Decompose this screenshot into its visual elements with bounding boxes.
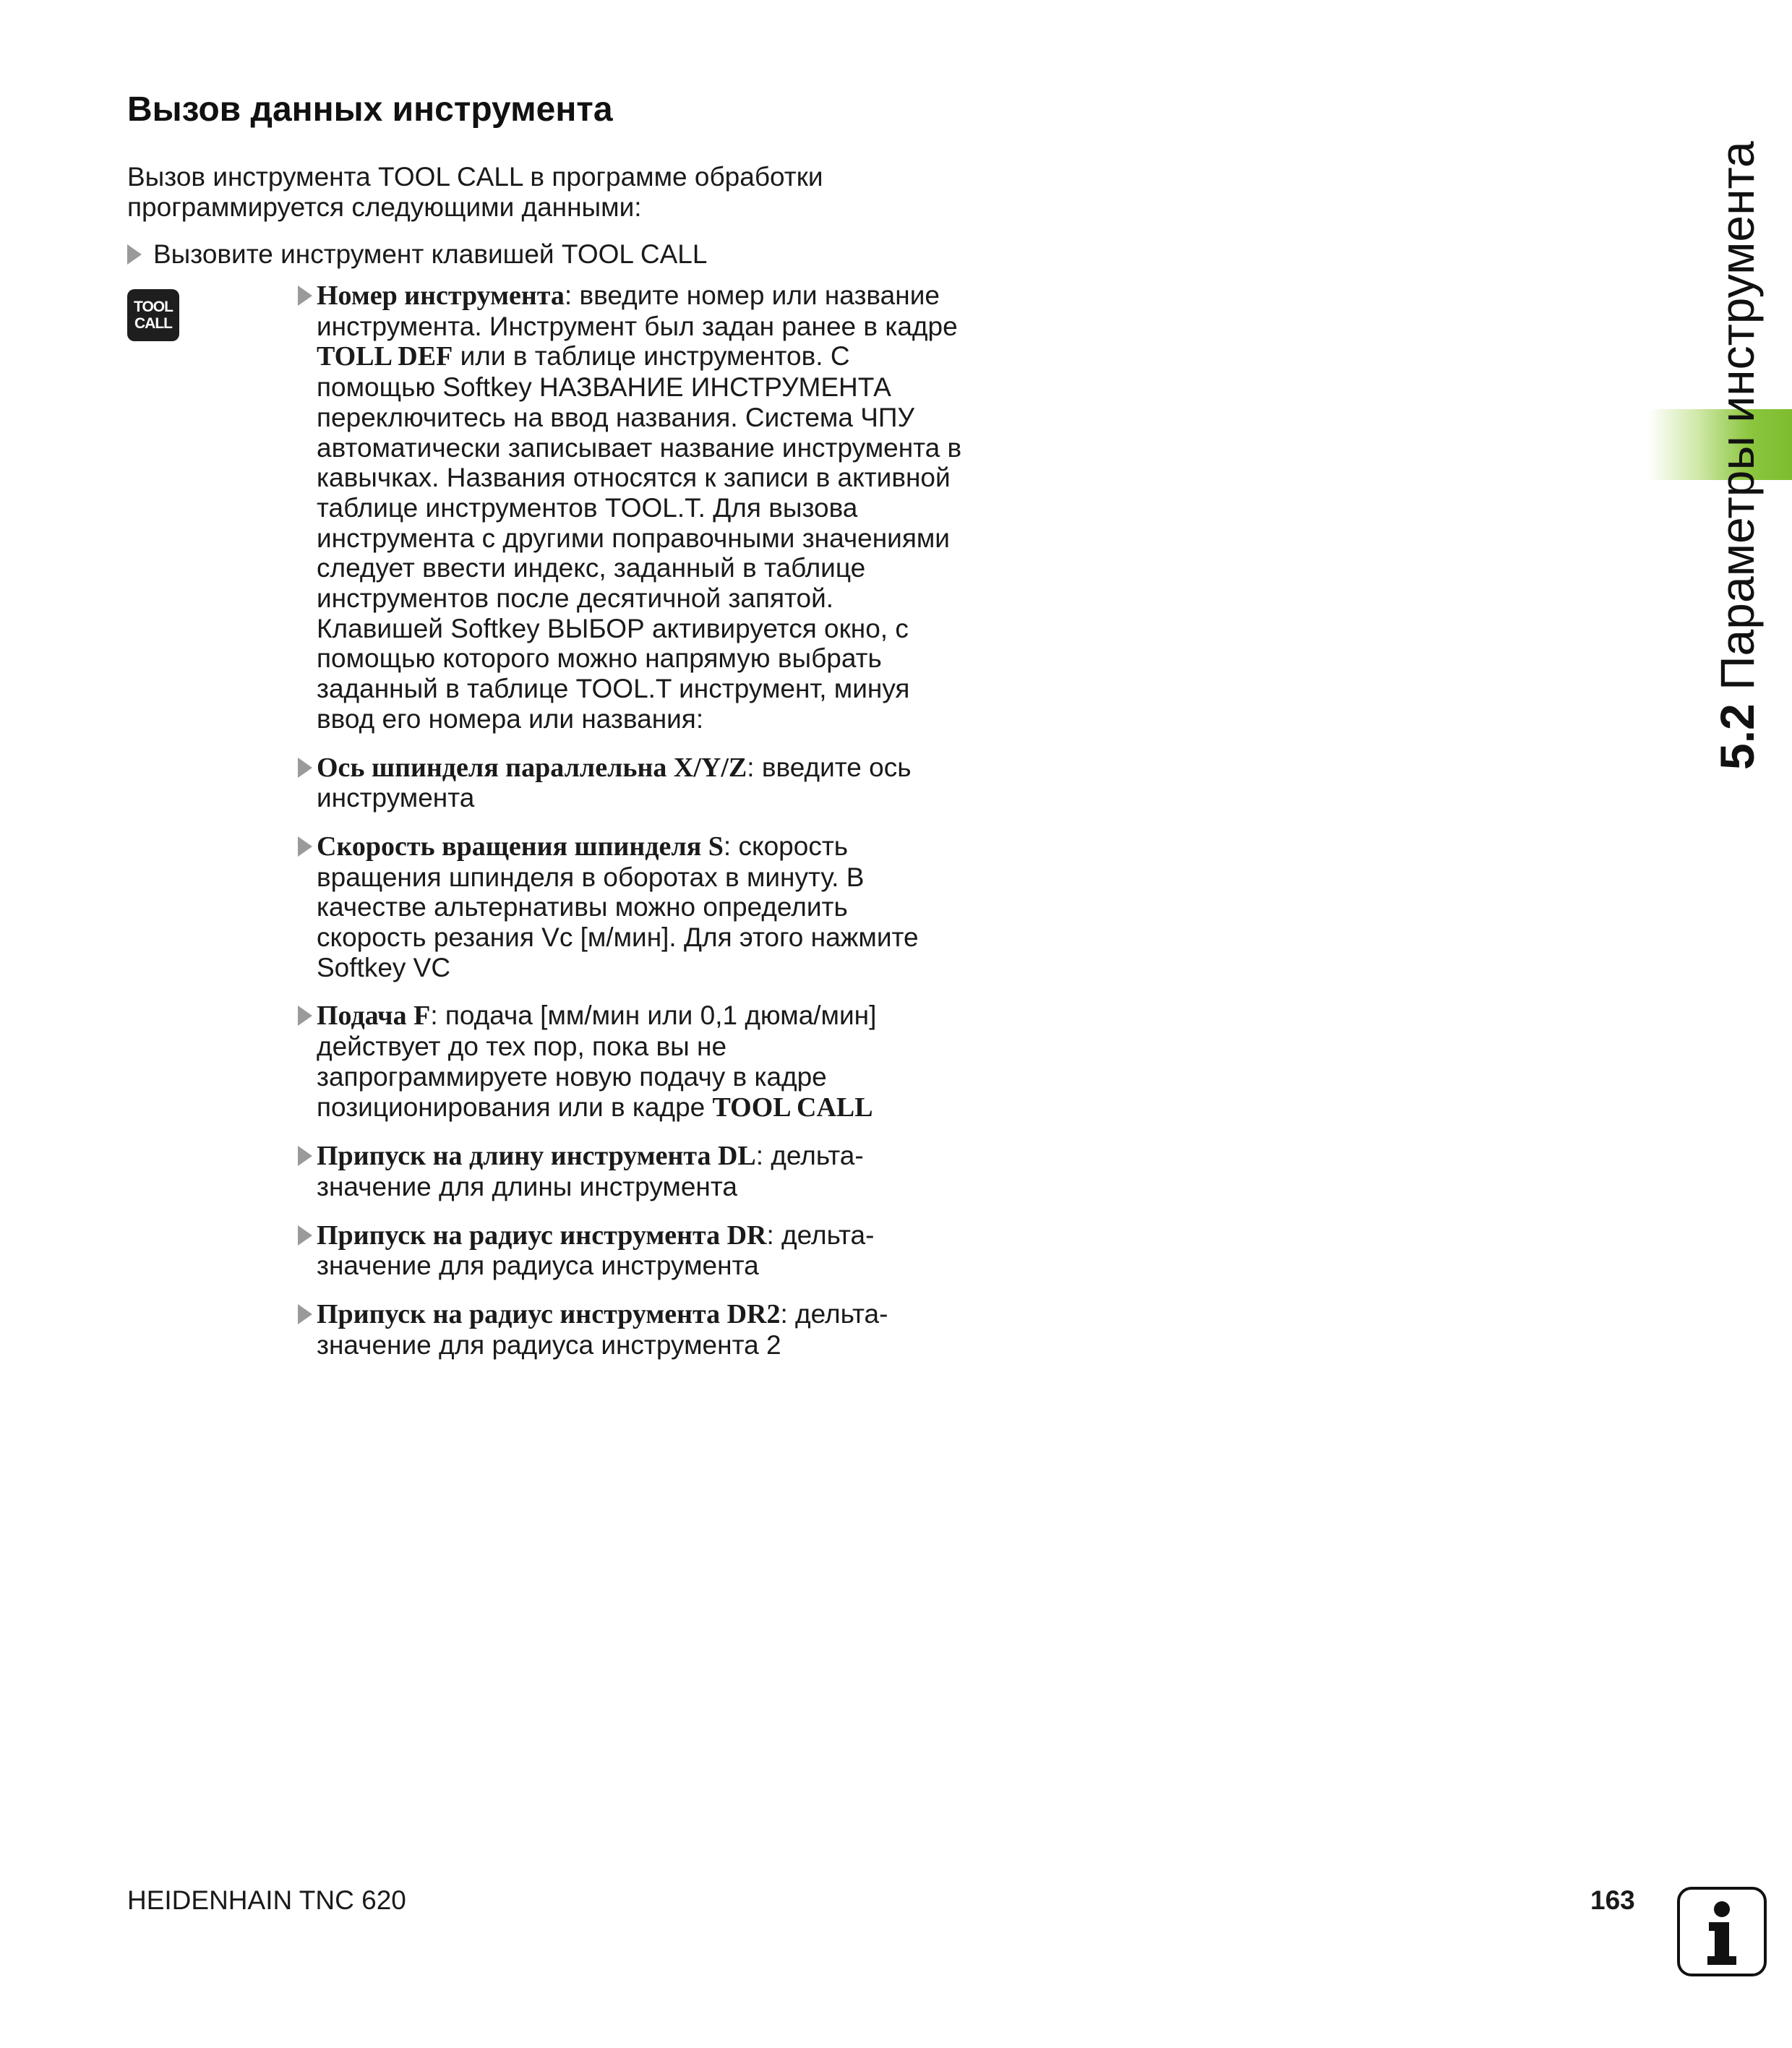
param-spindle-axis <box>298 753 963 813</box>
triangle-bullet-icon <box>298 836 312 857</box>
param-length-allowance <box>298 1141 963 1201</box>
param-text <box>317 1001 963 1123</box>
param-desc-cont: или в таблице инструментов. С помощью Softkey НАЗВАНИЕ ИНСТРУМЕНТА переключитесь на ввод названия. Система ЧПУ автоматически записывает название инструмента в кавычках. Названия относятся к записи в активной таблице инструментов TOOL.T. Для вызова инструмента с другими поправочными значениями следует ввести индекс, заданный в таблице инструментов после десятичной запятой. Клавишей Softkey ВЫБОР активируется окно, с помощью которого можно напрямую выбрать заданный в таблице TOOL.T инструмент, минуя ввод его номера или названия: <box>317 341 962 734</box>
param-desc: : введите номер или название инструмента. Инструмент был задан ранее в кадре <box>317 280 958 341</box>
param-radius2-allowance <box>298 1299 963 1360</box>
triangle-bullet-icon <box>298 1304 312 1324</box>
triangle-bullet-icon <box>298 758 312 778</box>
param-tool-number <box>298 280 963 734</box>
param-desc: : дельта-значение для длины инструмента <box>317 1141 864 1201</box>
param-text <box>317 280 963 734</box>
tool-call-key-icon <box>127 289 179 341</box>
info-icon <box>1677 1887 1767 1976</box>
parameter-list <box>298 280 963 1379</box>
param-name: Подача F <box>317 1001 431 1032</box>
param-text <box>317 1299 963 1360</box>
param-name: Припуск на длину инструмента DL <box>317 1141 756 1172</box>
param-desc: : введите ось инструмента <box>317 752 912 813</box>
param-desc: : дельта-значение для радиуса инструмента <box>317 1220 875 1281</box>
param-text <box>317 1141 963 1201</box>
param-desc: : дельта-значение для радиуса инструмента 2 <box>317 1299 888 1360</box>
section-side-heading <box>1710 141 1765 770</box>
param-text <box>317 1220 963 1281</box>
key-label-line1: TOOL <box>134 299 173 315</box>
step-text: Вызовите инструмент клавишей TOOL CALL <box>153 239 708 269</box>
param-name: Номер инструмента <box>317 280 565 311</box>
param-name: Ось шпинделя параллельна X/Y/Z <box>317 752 747 783</box>
param-desc: : подача [мм/мин или 0,1 дюма/мин] действует до тех пор, пока вы не запрограммируете новую подачу в кадре позиционирования или в кадре <box>317 1001 877 1122</box>
key-label-line2: CALL <box>134 315 172 332</box>
intro-paragraph: Вызов инструмента TOOL CALL в программе обработки программируется следующими данными: <box>127 162 823 222</box>
param-desc: : скорость вращения шпинделя в оборотах в минуту. В качестве альтернативы можно определить скорость резания Vc [м/мин]. Для этого нажмите Softkey VC <box>317 831 919 982</box>
triangle-bullet-icon <box>298 1225 312 1246</box>
param-keyword: TOOL CALL <box>712 1092 873 1123</box>
triangle-bullet-icon <box>298 286 312 306</box>
param-keyword: TOLL DEF <box>317 341 453 372</box>
info-glyph <box>1680 1890 1764 1974</box>
triangle-bullet-icon <box>127 244 142 265</box>
page-title: Вызов данных инструмента <box>127 90 613 129</box>
param-name: Припуск на радиус инструмента DR2 <box>317 1299 781 1330</box>
param-name: Скорость вращения шпинделя S <box>317 831 724 862</box>
footer-manual-name: HEIDENHAIN TNC 620 <box>127 1885 406 1915</box>
param-name: Припуск на радиус инструмента DR <box>317 1220 767 1251</box>
param-text <box>317 831 963 983</box>
section-number: 5.2 <box>1710 703 1764 770</box>
triangle-bullet-icon <box>298 1006 312 1026</box>
section-title: Параметры инструмента <box>1710 141 1764 690</box>
triangle-bullet-icon <box>298 1146 312 1166</box>
param-text <box>317 753 963 813</box>
param-radius-allowance <box>298 1220 963 1281</box>
step-instruction <box>127 239 707 270</box>
param-feed-rate <box>298 1001 963 1123</box>
param-spindle-speed <box>298 831 963 983</box>
page-number: 163 <box>1590 1885 1635 1915</box>
